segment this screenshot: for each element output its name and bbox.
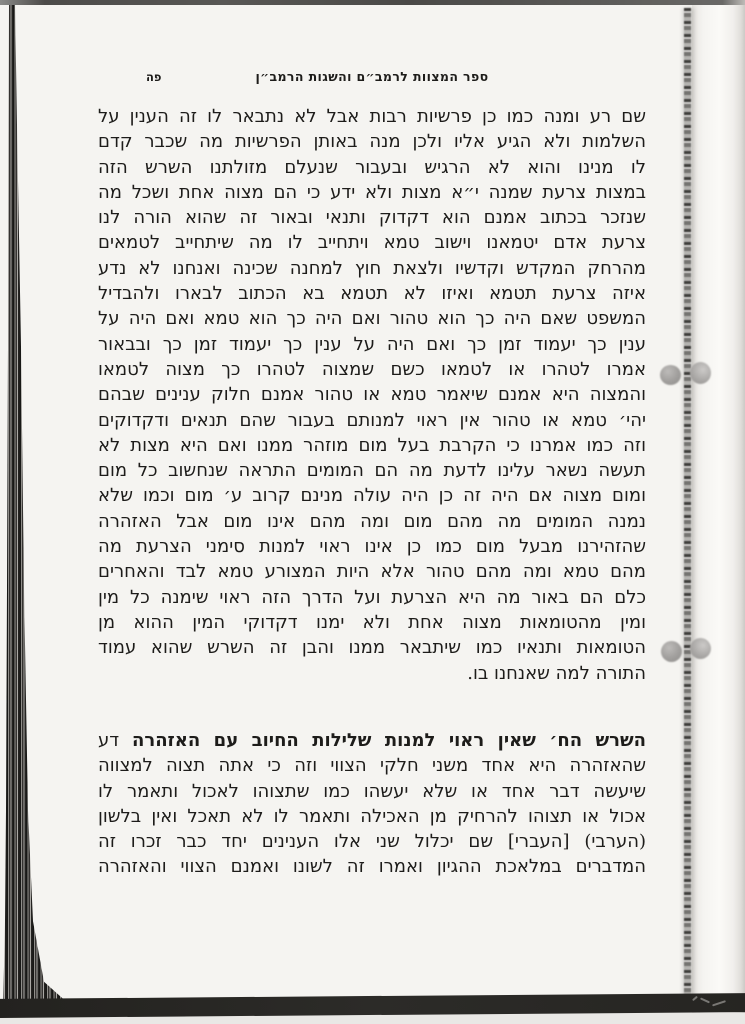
text-line: מהרחק המקדש וקדשיו ולצאת חוץ למחנה שכינה ואנחנו לא נדע: [98, 257, 646, 279]
text-line: הטומאות ותנאיו כמו שיתבאר ממנו והבן זה השרש שהוא עמוד: [98, 637, 646, 659]
text-line: השלמות ולא הגיע אליו ולכן מנה באותן הפרשיות מה שכבר קדם: [98, 131, 646, 153]
text-line: תעשה נשאר עלינו לדעת מה הם המומים התראה שנחשוב כל מום: [98, 460, 646, 482]
text-line: יהי׳ טמא או טהור אין ראוי למנותם בעבור שהם תנאים ודקדוקים: [98, 409, 646, 431]
scratch-mark: [712, 1000, 726, 1006]
text-line: שם רע ומנה כמו כן פרשיות רבות אבל לא נתבאר לו זה הענין על: [98, 106, 646, 127]
binder-post: [661, 641, 682, 662]
page-fold-edge: [684, 8, 691, 1000]
text-line: וזה כמו אמרנו כי הקרבת בעל מום מוזהר ממנו ואם היא מצות לא: [98, 434, 646, 456]
text-line: התורה למה שאנחנו בו.: [467, 662, 646, 684]
text-line: אמרו לטהרו או לטמאו כשם שמצוה לטהרו כך מצוה לטמאו: [98, 358, 646, 380]
text-line: שנזכר בכתוב אמנם הוא דקדוק ותנאי ובאור זה שהוא הורה לנו: [98, 207, 646, 229]
page-number: פה: [146, 70, 162, 84]
text-line: במצות צרעת שמנה י״א מצות ולא ידע כי הם מצוה אחת ושכל מה: [98, 181, 646, 203]
text-line: השרש הח׳ שאין ראוי למנות שלילות החיוב עם האזהרה דע: [98, 730, 646, 751]
text-line: מהם טמא ומה מהם טהור אלא היות המצורע טמא לבד והאחרים: [98, 561, 646, 583]
scratch-mark: [692, 996, 698, 1001]
scratch-mark: [700, 997, 710, 1003]
text-line: והמצוה היא אמנם שיאמר טמא או טהור אמנם חלוק ענינים שבהם: [98, 384, 646, 406]
text-line: אכול או תצוהו להרחיק מן האכילה ותאמר לו לא תאכל ואין בלשון: [98, 805, 646, 827]
text-line: המשפט שאם היה כך הוא טהור ואם היה כך הוא טמא ואם היה על: [98, 308, 646, 330]
text-line: שיעשה דבר אחד או שלא יעשהו כמו שתצוהו לאכול ותאמר לו: [98, 780, 646, 802]
body-paragraph-2: [98, 728, 646, 880]
text-line: כלם הם באור מה היא הצרעת ועל הדרך הזה ראוי שימנה כל מין: [98, 586, 646, 608]
book-fore-edge: [0, 4, 72, 1012]
text-line: שהזהירנו מבעל מום כמו כן אינו ראוי למנות סימני הצרעת מה: [98, 536, 646, 558]
binder-post: [690, 362, 711, 384]
text-line: ומין מהטומאות מצוה אחת ולא ימנו דקדוקי המין ההוא מן: [98, 611, 646, 633]
page-curl: [692, 0, 745, 1024]
text-line: המדברים במלאכת ההגיון ואמרו זה לשונו ואמנם הצווי והאזהרה: [98, 856, 646, 878]
text-line: איזה צרעת תטמא ואיזו לא תטמא בא הכתוב לבארו ולהבדיל: [98, 283, 646, 305]
text-line: שהאזהרה היא אחד משני חלקי הצווי וזה כי אתה תצוה למצווה: [98, 755, 646, 777]
running-header-title: ספר המצוות לרמב״ם והשגות הרמב״ן: [255, 69, 489, 84]
scanner-edge-top: [0, 0, 745, 5]
body-paragraph-1: [98, 104, 646, 686]
binder-post: [690, 638, 711, 659]
text-line: נמנה המומים מה מהם מום ומה מהם אינו מום אבל האזהרה: [98, 510, 646, 532]
text-line: ומום מצוה אם היה זה כן היה עולה מנינם קרוב ע׳ מום וכמו שלא: [98, 485, 646, 507]
binder-post: [660, 365, 681, 385]
text-line: (הערבי) [העברי] שם יכלול שני אלו הענינים יחד כבר זכרו זה: [98, 831, 646, 853]
text-line: לו מנינו והוא לא הרגיש ובעבור שנעלם מזולתנו השרש הזה: [98, 156, 646, 178]
text-line: ענין כך יעמוד זמן כך ואם היה על ענין כך יעמוד זמן כך ובבאור: [98, 333, 646, 355]
text-line: צרעת אדם יטמאנו וישוב טמא ויתחייב לו מה שיתחייב לטמאים: [98, 232, 646, 254]
